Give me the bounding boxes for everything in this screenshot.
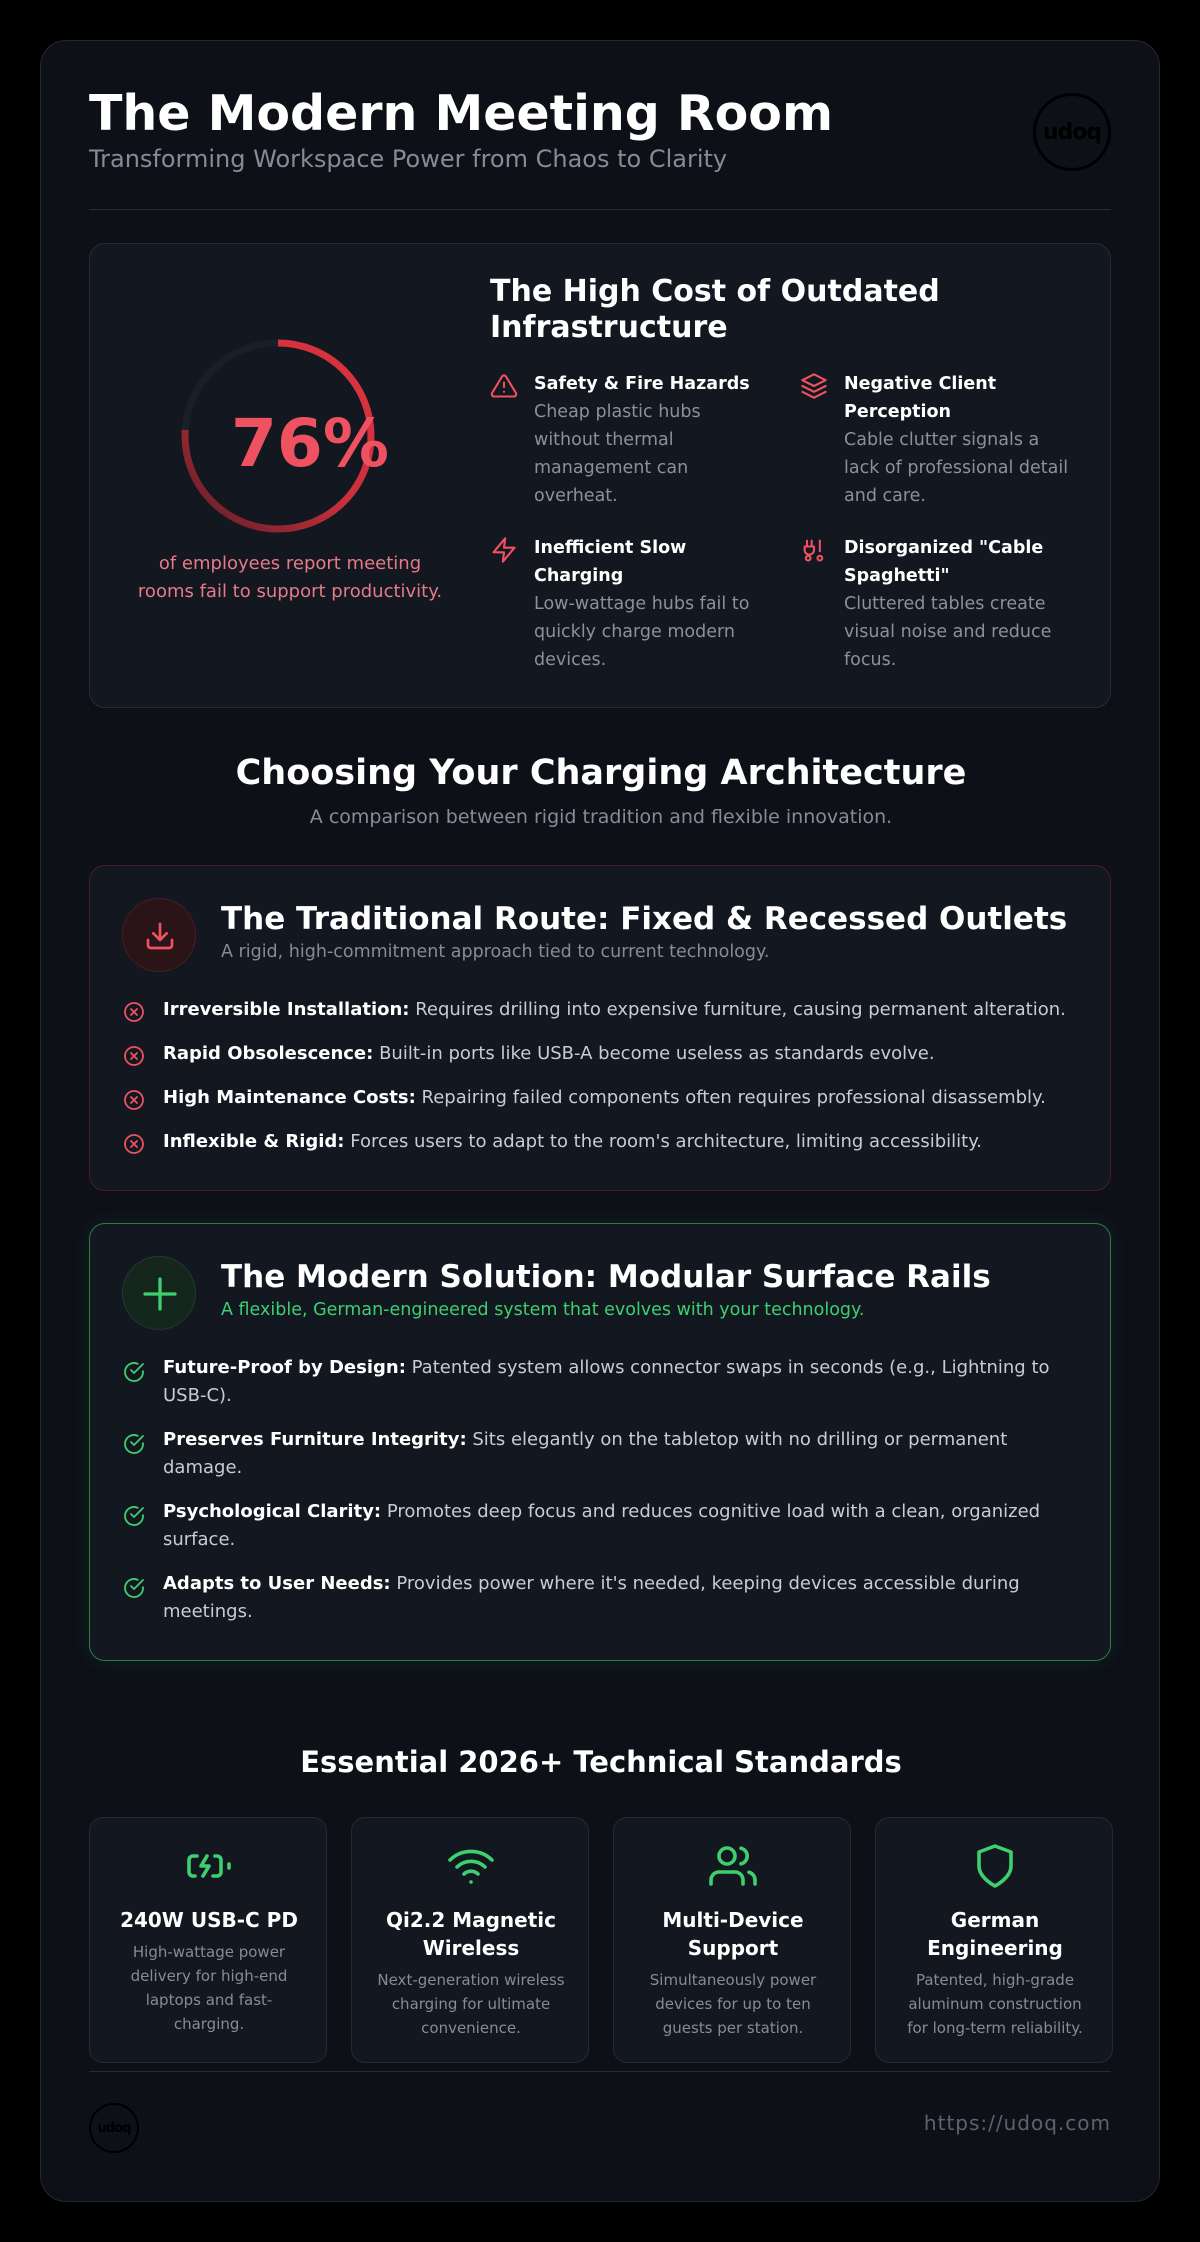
shield-icon [971,1842,1019,1890]
standard-card [351,1817,589,2063]
pro-item [122,1498,1082,1554]
modern-subtitle: A flexible, German-engineered system that evolves with your technology. [221,1300,865,1320]
architecture-title: Choosing Your Charging Architecture [235,753,967,793]
warning-triangle-icon [490,372,518,400]
udoq-logo: udoq [1033,93,1111,171]
hazard-title: Inefficient Slow Charging [534,538,687,586]
x-circle-icon [122,1000,146,1024]
hazard-item [800,370,1070,510]
battery-charging-icon [185,1842,233,1890]
standard-card [875,1817,1113,2063]
page-title: The Modern Meeting Room [89,85,834,142]
modern-title: The Modern Solution: Modular Surface Rails [221,1259,991,1295]
stat-value: 76% [231,405,389,482]
con-item [122,1084,1082,1112]
standard-title: Multi-Device Support [662,1908,804,1960]
x-circle-icon [122,1132,146,1156]
pro-text: Adapts to User Needs: Provides power where it's needed, keeping devices accessible during meetings. [163,1573,1020,1622]
standard-desc: Simultaneously power devices for up to ten guests per station. [649,1971,817,2037]
download-icon [144,920,176,952]
lightning-icon [490,536,518,564]
pro-text: Psychological Clarity: Promotes deep focus and reduces cognitive load with a clean, organized surface. [163,1501,1041,1550]
hazard-desc: Cheap plastic hubs without thermal management can overheat. [534,402,701,506]
pro-item [122,1426,1082,1482]
traditional-route-badge [122,898,196,972]
footer-url-link[interactable]: https://udoq.com [923,2111,1111,2135]
x-circle-icon [122,1088,146,1112]
users-icon [709,1842,757,1890]
traditional-panel [89,865,1111,1191]
x-circle-icon [122,1044,146,1068]
footer-divider [89,2071,1111,2072]
layers-icon [800,372,828,400]
standard-title: 240W USB-C PD [120,1908,298,1932]
hazard-title: Safety & Fire Hazards [534,374,750,394]
con-text: Irreversible Installation: Requires drilling into expensive furniture, causing permanent alteration. [163,999,1066,1020]
hazard-desc: Cluttered tables create visual noise and reduce focus. [844,594,1052,670]
hazard-item [490,370,760,510]
con-item [122,996,1082,1024]
hazard-desc: Cable clutter signals a lack of professional detail and care. [844,430,1069,506]
wifi-icon [447,1842,495,1890]
standard-card [613,1817,851,2063]
hazard-title: Disorganized "Cable Spaghetti" [844,538,1044,586]
cost-panel [89,243,1111,708]
pro-item [122,1570,1082,1626]
hazard-title: Negative Client Perception [844,374,997,422]
con-item [122,1040,1082,1068]
standards-title: Essential 2026+ Technical Standards [300,1745,902,1779]
traditional-subtitle: A rigid, high-commitment approach tied to current technology. [221,942,770,962]
pro-text: Future-Proof by Design: Patented system allows connector swaps in seconds (e.g., Lightning to USB-C). [163,1357,1050,1406]
cost-title: The High Cost of Outdated Infrastructure [490,274,940,345]
pro-item [122,1354,1082,1410]
pro-text: Preserves Furniture Integrity: Sits elegantly on the tabletop with no drilling or permanent damage. [163,1429,1008,1478]
check-circle-icon [122,1432,146,1456]
cable-icon [800,536,828,564]
standard-desc: Next-generation wireless charging for ultimate convenience. [377,1971,565,2037]
hazard-desc: Low-wattage hubs fail to quickly charge modern devices. [534,594,750,670]
con-text: High Maintenance Costs: Repairing failed components often requires professional disassembly. [163,1087,1046,1108]
standard-desc: High-wattage power delivery for high-end laptops and fast-charging. [130,1943,288,2033]
plus-icon [140,1274,180,1314]
check-circle-icon [122,1504,146,1528]
infographic-card [40,40,1160,2202]
standard-title: Qi2.2 Magnetic Wireless [385,1908,557,1960]
page-subtitle: Transforming Workspace Power from Chaos to Clarity [89,145,728,173]
hazard-item [800,534,1070,674]
modern-panel [89,1223,1111,1661]
standard-title: German Engineering [927,1908,1063,1960]
standard-desc: Patented, high-grade aluminum construction for long-term reliability. [907,1971,1083,2037]
con-text: Rapid Obsolescence: Built-in ports like USB-A become useless as standards evolve. [163,1043,935,1064]
con-text: Inflexible & Rigid: Forces users to adapt to the room's architecture, limiting accessibility. [163,1131,983,1152]
header-divider [89,209,1111,210]
stat-caption: of employees report meeting rooms fail to support productivity. [137,553,443,602]
check-circle-icon [122,1360,146,1384]
modern-route-badge [122,1256,196,1330]
check-circle-icon [122,1576,146,1600]
standard-card [89,1817,327,2063]
traditional-title: The Traditional Route: Fixed & Recessed Outlets [221,901,1068,937]
hazard-item [490,534,760,674]
footer-udoq-logo: udoq [89,2103,139,2153]
con-item [122,1128,1082,1156]
architecture-subtitle: A comparison between rigid tradition and flexible innovation. [309,806,893,828]
